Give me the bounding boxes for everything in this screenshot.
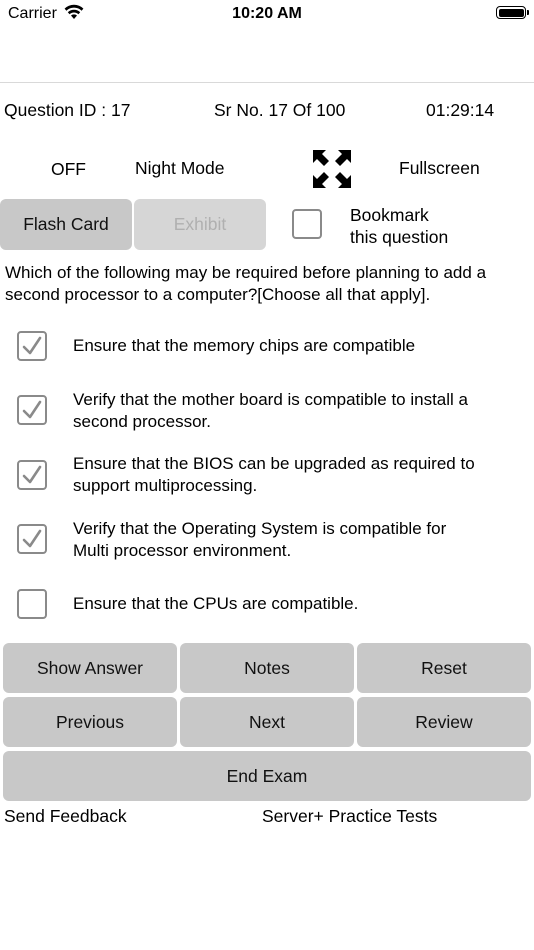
timer: 01:29:14	[426, 100, 495, 120]
status-time: 10:20 AM	[232, 5, 302, 22]
option-3-text[interactable]	[73, 453, 523, 496]
bookmark-label	[350, 204, 448, 248]
night-mode-toggle[interactable]: OFF	[51, 159, 86, 179]
status-bar	[0, 0, 534, 28]
expand-arrows-icon[interactable]	[312, 149, 352, 189]
reset-button[interactable]: Reset	[357, 643, 531, 693]
flash-card-button[interactable]: Flash Card	[0, 199, 132, 250]
option-1-checkbox[interactable]	[17, 331, 47, 361]
fullscreen-label[interactable]: Fullscreen	[399, 158, 480, 178]
option-5-checkbox[interactable]	[17, 589, 47, 619]
option-5-line1: Ensure that the CPUs are compatible.	[73, 594, 359, 613]
option-4-checkbox[interactable]	[17, 524, 47, 554]
bookmark-checkbox[interactable]	[292, 209, 322, 239]
option-2-line1: Verify that the mother board is compatible to install a	[73, 390, 468, 409]
option-3-line1: Ensure that the BIOS can be upgraded as required to	[73, 454, 475, 473]
option-4-text[interactable]	[73, 518, 523, 561]
nav-divider	[0, 82, 534, 83]
app-name-label: Server+ Practice Tests	[262, 806, 438, 826]
show-answer-button[interactable]: Show Answer	[3, 643, 177, 693]
carrier-label: Carrier	[8, 5, 57, 22]
option-2-line2: second processor.	[73, 411, 211, 431]
option-3-line2: support multiprocessing.	[73, 475, 258, 495]
option-4-line1: Verify that the Operating System is compatible for	[73, 519, 447, 538]
battery-icon	[496, 6, 526, 19]
option-1-line1: Ensure that the memory chips are compatible	[73, 336, 416, 355]
option-1-text[interactable]	[73, 335, 523, 357]
review-button[interactable]: Review	[357, 697, 531, 747]
question-id: Question ID : 17	[4, 100, 131, 120]
question-text: Which of the following may be required before planning to add a second processor to a computer?[Choose all that apply].	[5, 263, 487, 304]
option-5-text[interactable]	[73, 593, 523, 615]
previous-button[interactable]: Previous	[3, 697, 177, 747]
end-exam-button[interactable]: End Exam	[3, 751, 531, 801]
option-3-checkbox[interactable]	[17, 460, 47, 490]
next-button[interactable]: Next	[180, 697, 354, 747]
notes-button[interactable]: Notes	[180, 643, 354, 693]
option-4-line2: Multi processor environment.	[73, 540, 292, 560]
serial-number: Sr No. 17 Of 100	[214, 100, 346, 120]
option-2-checkbox[interactable]	[17, 395, 47, 425]
bookmark-label-line2: this question	[350, 227, 449, 247]
option-2-text[interactable]	[73, 389, 523, 432]
exhibit-button[interactable]: Exhibit	[134, 199, 266, 250]
night-mode-label: Night Mode	[135, 158, 225, 178]
bookmark-label-line1: Bookmark	[350, 205, 429, 225]
send-feedback-link[interactable]: Send Feedback	[4, 806, 127, 826]
